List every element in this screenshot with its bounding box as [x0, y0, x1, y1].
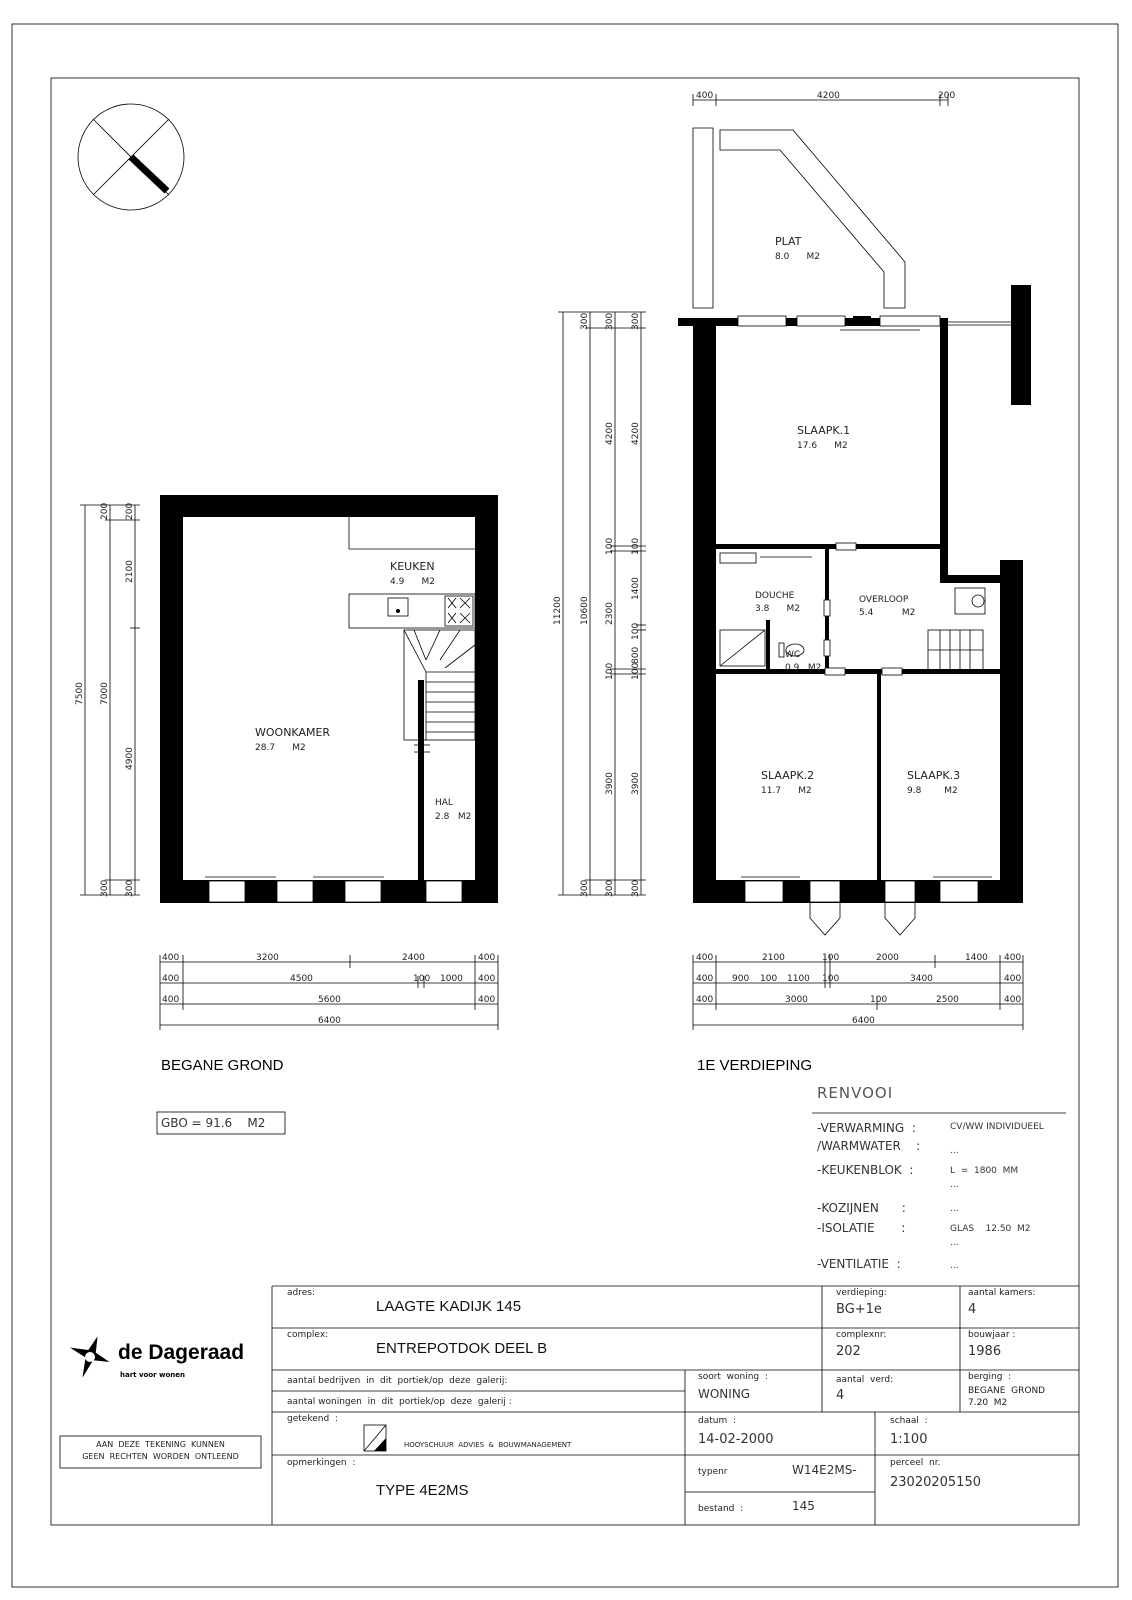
room-keuken-area: 4.9 M2	[390, 577, 435, 587]
brand-tagline: hart voor wonen	[120, 1371, 186, 1379]
datum-label: datum :	[698, 1416, 736, 1426]
dim-f1e: 1400	[965, 953, 988, 963]
room-overloop-name: OVERLOOP	[859, 595, 909, 605]
room-slaapk1-area: 17.6 M2	[797, 441, 848, 451]
soort-label: soort woning :	[698, 1372, 768, 1382]
ground-bottom-dimensions	[160, 953, 498, 1030]
dim-g1a: 400	[162, 953, 180, 963]
bestand-value: 145	[792, 1499, 815, 1513]
dim-f-top-a: 400	[696, 91, 714, 101]
bouwjaar-label: bouwjaar :	[968, 1330, 1016, 1340]
dim-f2d: 1100	[787, 974, 810, 984]
dim-2100: 2100	[125, 560, 135, 583]
perceel-label: perceel nr.	[890, 1458, 941, 1468]
dim-g1b: 3200	[256, 953, 279, 963]
dim-g2b: 4500	[290, 974, 313, 984]
renvooi-value-2: L = 1800 MM	[950, 1166, 1019, 1176]
complexnr-label: complexnr:	[836, 1330, 887, 1340]
dim-4200a: 4200	[605, 422, 615, 445]
getekend-value: HOOYSCHUUR ADVIES & BOUWMANAGEMENT	[404, 1441, 572, 1449]
dim-f2g: 400	[1004, 974, 1022, 984]
verd-label: aantal verd:	[836, 1375, 894, 1385]
gbo-total: GBO = 91.6 M2	[161, 1116, 266, 1130]
room-wc-area: 0.9 M2	[785, 663, 822, 673]
renvooi-value-4: ...	[950, 1204, 959, 1214]
renvooi-label-5: -ISOLATIE :	[817, 1221, 906, 1235]
renvooi-value-3: ...	[950, 1180, 959, 1190]
dim-800: 800	[631, 646, 641, 664]
dim-g1d: 400	[478, 953, 496, 963]
dim-f300b: 300	[605, 312, 615, 330]
renvooi-value-6: ...	[950, 1238, 959, 1248]
dim-f2c: 100	[760, 974, 778, 984]
verdieping-label: verdieping:	[836, 1288, 887, 1298]
dim-g-total: 6400	[318, 1016, 341, 1026]
berging-value-1: BEGANE GROND	[968, 1386, 1046, 1396]
datum-value: 14-02-2000	[698, 1432, 774, 1447]
dim-f1d: 2000	[876, 953, 899, 963]
bouwjaar-value: 1986	[968, 1344, 1002, 1359]
drafter-stamp-icon	[364, 1425, 386, 1451]
opmerkingen-value: TYPE 4E2MS	[376, 1482, 469, 1499]
inner-frame	[51, 78, 1079, 1525]
dim-200b: 200	[125, 502, 135, 520]
soort-value: WONING	[698, 1387, 751, 1401]
renvooi-label-2: -KEUKENBLOK :	[817, 1163, 914, 1177]
room-hal-area: 2.8 M2	[435, 812, 472, 822]
dim-f300e: 300	[605, 879, 615, 897]
room-slaapk1-name: SLAAPK.1	[797, 424, 851, 437]
dim-f100c: 100	[631, 622, 641, 640]
dim-f100a: 100	[605, 537, 615, 555]
renvooi-label-0: -VERWARMING :	[817, 1121, 916, 1135]
perceel-value: 23020205150	[890, 1475, 981, 1490]
room-wc-name: WC	[785, 650, 801, 660]
disclaimer-line-1: AAN DEZE TEKENING KUNNEN	[96, 1440, 225, 1449]
renvooi-value-5: GLAS 12.50 M2	[950, 1224, 1031, 1234]
verdieping-value: BG+1e	[836, 1302, 882, 1317]
room-woonkamer-area: 28.7 M2	[255, 743, 306, 753]
renvooi-label-4: -KOZIJNEN :	[817, 1201, 906, 1215]
dim-f300f: 300	[631, 879, 641, 897]
dageraad-logo-icon	[62, 1329, 117, 1385]
dim-f300a: 300	[580, 312, 590, 330]
bestand-label: bestand :	[698, 1504, 744, 1514]
renvooi-label-1: /WARMWATER :	[817, 1139, 921, 1153]
room-plat-name: PLAT	[775, 235, 802, 248]
dim-f2a: 400	[696, 974, 714, 984]
dim-f1f: 400	[1004, 953, 1022, 963]
bedrijven-label: aantal bedrijven in dit portiek/op deze galerij:	[287, 1376, 508, 1386]
first-bottom-dimensions	[693, 953, 1023, 1030]
renvooi-title: RENVOOI	[817, 1084, 894, 1102]
renvooi-value-1: ...	[950, 1146, 959, 1156]
dim-f100d: 100	[605, 662, 615, 680]
room-slaapk2-area: 11.7 M2	[761, 786, 812, 796]
dim-300b: 300	[125, 879, 135, 897]
brand-name: de Dageraad	[118, 1341, 245, 1364]
dim-g2e: 400	[478, 974, 496, 984]
room-slaapk3-area: 9.8 M2	[907, 786, 958, 796]
adres-label: adres:	[287, 1288, 315, 1298]
kamers-value: 4	[968, 1302, 977, 1317]
dim-3900a: 3900	[605, 772, 615, 795]
dim-300a: 300	[100, 879, 110, 897]
room-plat-area: 8.0 M2	[775, 252, 820, 262]
ground-floor-plan	[160, 495, 498, 903]
getekend-label: getekend :	[287, 1414, 338, 1424]
dim-4900: 4900	[125, 747, 135, 770]
typenr-label: typenr	[698, 1467, 728, 1477]
schaal-value: 1:100	[890, 1432, 928, 1447]
complex-label: complex:	[287, 1330, 329, 1340]
room-douche-name: DOUCHE	[755, 591, 795, 601]
disclaimer-line-2: GEEN RECHTEN WORDEN ONTLEEND	[82, 1452, 239, 1461]
room-overloop-area: 5.4 M2	[859, 608, 916, 618]
complexnr-value: 202	[836, 1344, 861, 1359]
complex-value: ENTREPOTDOK DEEL B	[376, 1340, 548, 1357]
dim-7000: 7000	[100, 682, 110, 705]
dim-10600: 10600	[580, 596, 590, 625]
dim-f3c: 100	[870, 995, 888, 1005]
dim-f-top-c: 200	[938, 91, 956, 101]
dim-7500: 7500	[75, 682, 85, 705]
ground-left-dimensions	[75, 503, 140, 897]
dim-200a: 200	[100, 502, 110, 520]
verd-value: 4	[836, 1388, 845, 1403]
dim-f3b: 3000	[785, 995, 808, 1005]
dim-f3a: 400	[696, 995, 714, 1005]
room-slaapk2-name: SLAAPK.2	[761, 769, 815, 782]
dim-f100b: 100	[631, 537, 641, 555]
renvooi-value-0: CV/WW INDIVIDUEEL	[950, 1122, 1044, 1132]
kamers-label: aantal kamers:	[968, 1288, 1036, 1298]
renvooi-value-7: ...	[950, 1261, 959, 1271]
room-douche-area: 3.8 M2	[755, 604, 800, 614]
dim-f-top-b: 4200	[817, 91, 840, 101]
dim-f2b: 900	[732, 974, 750, 984]
dim-3900b: 3900	[631, 772, 641, 795]
north-arrow-icon	[78, 104, 184, 210]
dim-f2e: 100	[822, 974, 840, 984]
dim-g3b: 5600	[318, 995, 341, 1005]
dim-f3e: 400	[1004, 995, 1022, 1005]
dim-g3c: 400	[478, 995, 496, 1005]
berging-value-2: 7.20 M2	[968, 1398, 1008, 1408]
first-floor-title: 1E VERDIEPING	[697, 1057, 813, 1074]
dim-f1c: 100	[822, 953, 840, 963]
room-keuken-name: KEUKEN	[390, 560, 435, 573]
room-hal-name: HAL	[435, 798, 453, 808]
opmerkingen-label: opmerkingen :	[287, 1458, 356, 1468]
dim-f300d: 300	[580, 879, 590, 897]
dim-11200: 11200	[553, 596, 563, 625]
dim-4200b: 4200	[631, 422, 641, 445]
dim-g1c: 2400	[402, 953, 425, 963]
first-left-dimensions	[553, 312, 646, 897]
typenr-value: W14E2MS-	[792, 1463, 857, 1477]
dim-1400: 1400	[631, 577, 641, 600]
dim-f2f: 3400	[910, 974, 933, 984]
dim-f100e: 100	[631, 662, 641, 680]
dim-g2d: 1000	[440, 974, 463, 984]
first-floor-plan	[678, 128, 1031, 935]
room-woonkamer-name: WOONKAMER	[255, 726, 331, 739]
dim-f1b: 2100	[762, 953, 785, 963]
schaal-label: schaal :	[890, 1416, 928, 1426]
adres-value: LAAGTE KADIJK 145	[376, 1298, 522, 1315]
berging-label: berging :	[968, 1372, 1012, 1382]
dim-g3a: 400	[162, 995, 180, 1005]
ground-floor-title: BEGANE GROND	[161, 1057, 284, 1074]
dim-f-total: 6400	[852, 1016, 875, 1026]
room-slaapk3-name: SLAAPK.3	[907, 769, 961, 782]
dim-g2a: 400	[162, 974, 180, 984]
dim-2300: 2300	[605, 602, 615, 625]
dim-f1a: 400	[696, 953, 714, 963]
renvooi-label-7: -VENTILATIE :	[817, 1257, 901, 1271]
dim-f3d: 2500	[936, 995, 959, 1005]
dim-f300c: 300	[631, 312, 641, 330]
dim-g2c: 100	[413, 974, 431, 984]
first-top-dimensions	[693, 91, 955, 106]
woningen-label: aantal woningen in dit portiek/op deze galerij :	[287, 1397, 512, 1407]
